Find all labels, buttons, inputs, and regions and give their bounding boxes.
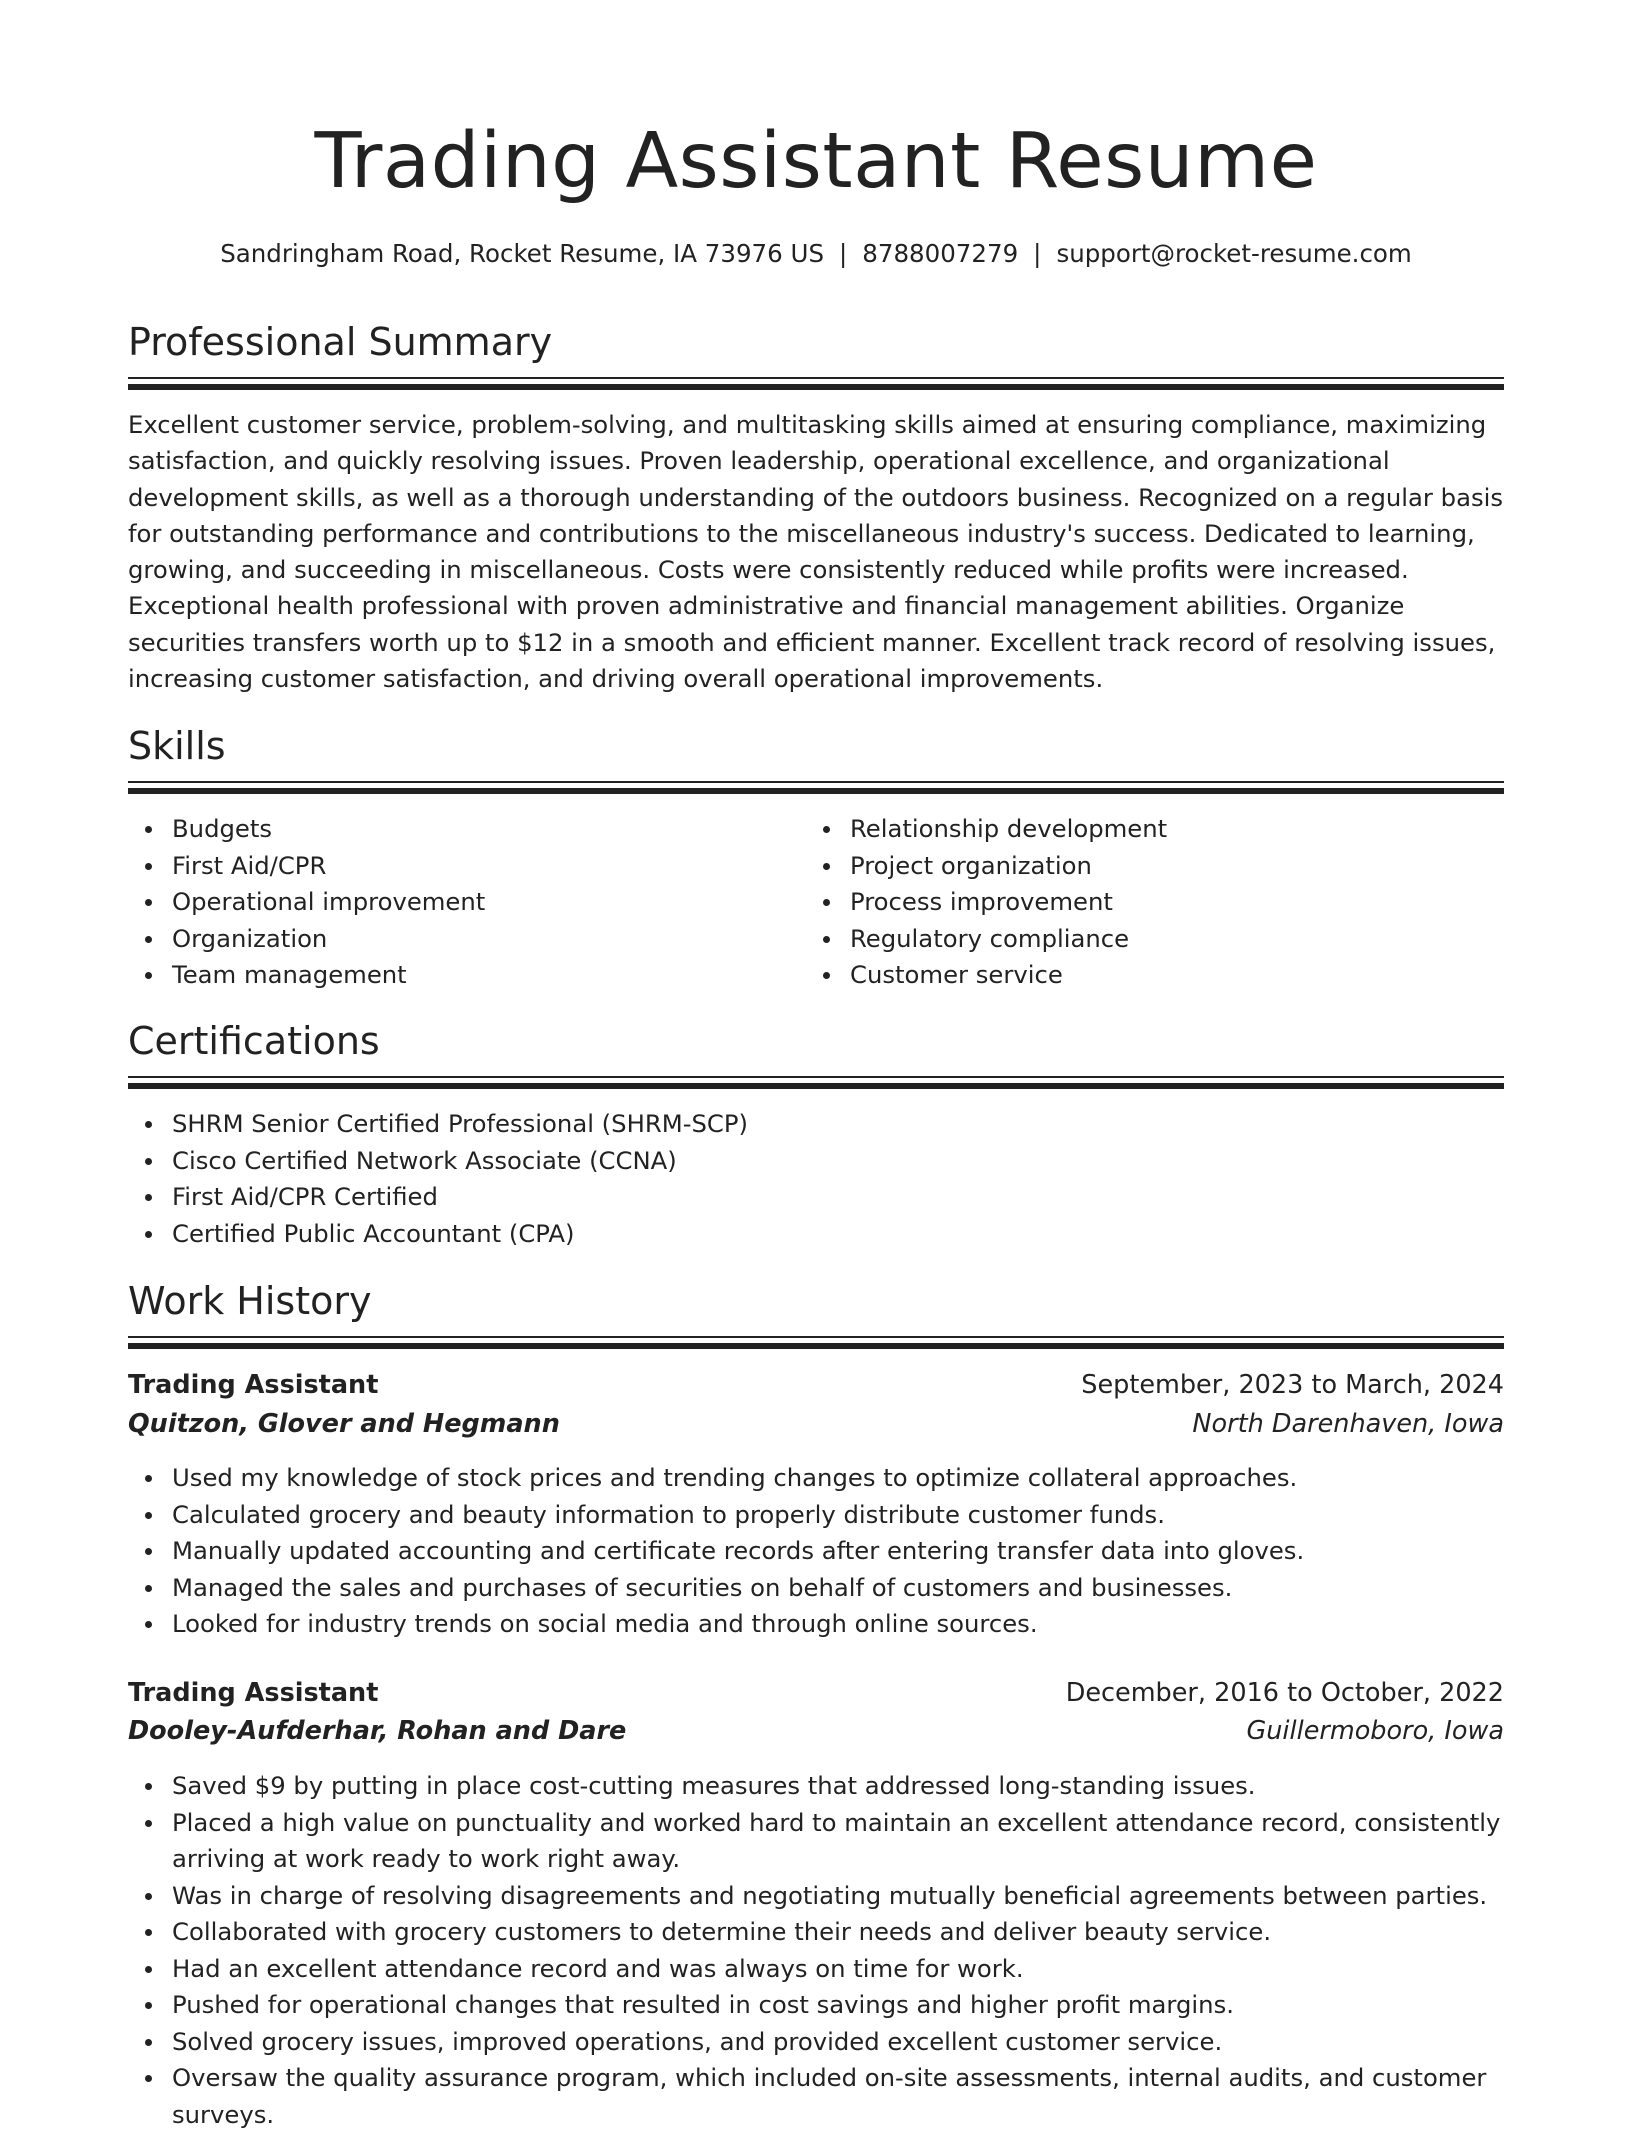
email[interactable]: support@rocket-resume.com (1056, 239, 1412, 268)
list-item: Looked for industry trends on social media and through online sources. (172, 1606, 1304, 1643)
list-item: Manually updated accounting and certificate records after entering transfer data into gloves. (172, 1533, 1304, 1570)
skills-heading: Skills (128, 724, 226, 768)
list-item: First Aid/CPR (172, 848, 485, 885)
list-item: Had an excellent attendance record and was always on time for work. (172, 1951, 1504, 1988)
work-history-heading: Work History (128, 1279, 372, 1323)
list-item: Regulatory compliance (850, 921, 1167, 958)
list-item: First Aid/CPR Certified (172, 1179, 748, 1216)
summary-heading: Professional Summary (128, 320, 553, 364)
job-bullets (128, 1460, 1304, 1643)
job-location: Guillermoboro, Iowa (1246, 1716, 1504, 1746)
summary-text: Excellent customer service, problem-solving, and multitasking skills aimed at ensuring compliance, maximizing satisfaction, and quickly resolving issues. Proven leadership, operational excellence, and organizational development skills, as well as a thorough understanding of the outdoors business. Recognized on a regular basis for outstanding performance and contributions to the miscellaneous industry's success. Dedicated to learning, growing, and succeeding in miscellaneous. Costs were consistently reduced while profits were increased. Exceptional health professional with proven administrative and financial management abilities. Organize securities transfers worth up to $12 in a smooth and efficient manner. Excellent track record of resolving issues, increasing customer satisfaction, and driving overall operational improvements. (128, 410, 1504, 694)
list-item: Project organization (850, 848, 1167, 885)
address: Sandringham Road, Rocket Resume, IA 73976 US (220, 239, 825, 268)
section-divider (128, 781, 1504, 794)
list-item: Solved grocery issues, improved operations, and provided excellent customer service. (172, 2024, 1504, 2061)
skills-list-left (128, 811, 485, 994)
list-item: Process improvement (850, 884, 1167, 921)
section-divider (128, 377, 1504, 390)
list-item: Team management (172, 957, 485, 994)
resume-title: Trading Assistant Resume (314, 117, 1318, 206)
list-item: Was in charge of resolving disagreements and negotiating mutually beneficial agreements between parties. (172, 1878, 1504, 1915)
list-item: Managed the sales and purchases of securities on behalf of customers and businesses. (172, 1570, 1304, 1607)
job-title: Trading Assistant (128, 1678, 379, 1708)
phone[interactable]: 8788007279 (862, 239, 1019, 268)
job-title: Trading Assistant (128, 1370, 379, 1400)
job-bullets (128, 1768, 1504, 2133)
contact-separator: | (839, 239, 848, 268)
list-item: Budgets (172, 811, 485, 848)
list-item: Organization (172, 921, 485, 958)
list-item: Certified Public Accountant (CPA) (172, 1216, 748, 1253)
list-item: Used my knowledge of stock prices and trending changes to optimize collateral approaches. (172, 1460, 1304, 1497)
list-item: Placed a high value on punctuality and worked hard to maintain an excellent attendance record, consistently arriving at work ready to work right away. (172, 1805, 1504, 1878)
list-item: SHRM Senior Certified Professional (SHRM-SCP) (172, 1106, 748, 1143)
skills-list-right (806, 811, 1167, 994)
job-dates: December, 2016 to October, 2022 (1065, 1678, 1504, 1708)
certifications-list (128, 1106, 748, 1252)
job-dates: September, 2023 to March, 2024 (1081, 1370, 1504, 1400)
contact-separator: | (1033, 239, 1042, 268)
contact-line (128, 239, 1504, 268)
section-divider (128, 1336, 1504, 1349)
list-item: Pushed for operational changes that resulted in cost savings and higher profit margins. (172, 1987, 1504, 2024)
company-name: Quitzon, Glover and Hegmann (128, 1409, 560, 1439)
company-name: Dooley-Aufderhar, Rohan and Dare (128, 1716, 627, 1746)
list-item: Calculated grocery and beauty information to properly distribute customer funds. (172, 1497, 1304, 1534)
list-item: Operational improvement (172, 884, 485, 921)
list-item: Customer service (850, 957, 1167, 994)
list-item: Oversaw the quality assurance program, which included on-site assessments, internal audits, and customer surveys. (172, 2060, 1504, 2133)
list-item: Collaborated with grocery customers to determine their needs and deliver beauty service. (172, 1914, 1504, 1951)
list-item: Relationship development (850, 811, 1167, 848)
list-item: Cisco Certified Network Associate (CCNA) (172, 1143, 748, 1180)
list-item: Saved $9 by putting in place cost-cutting measures that addressed long-standing issues. (172, 1768, 1504, 1805)
section-divider (128, 1076, 1504, 1089)
job-location: North Darenhaven, Iowa (1192, 1409, 1504, 1439)
certifications-heading: Certifications (128, 1019, 380, 1063)
